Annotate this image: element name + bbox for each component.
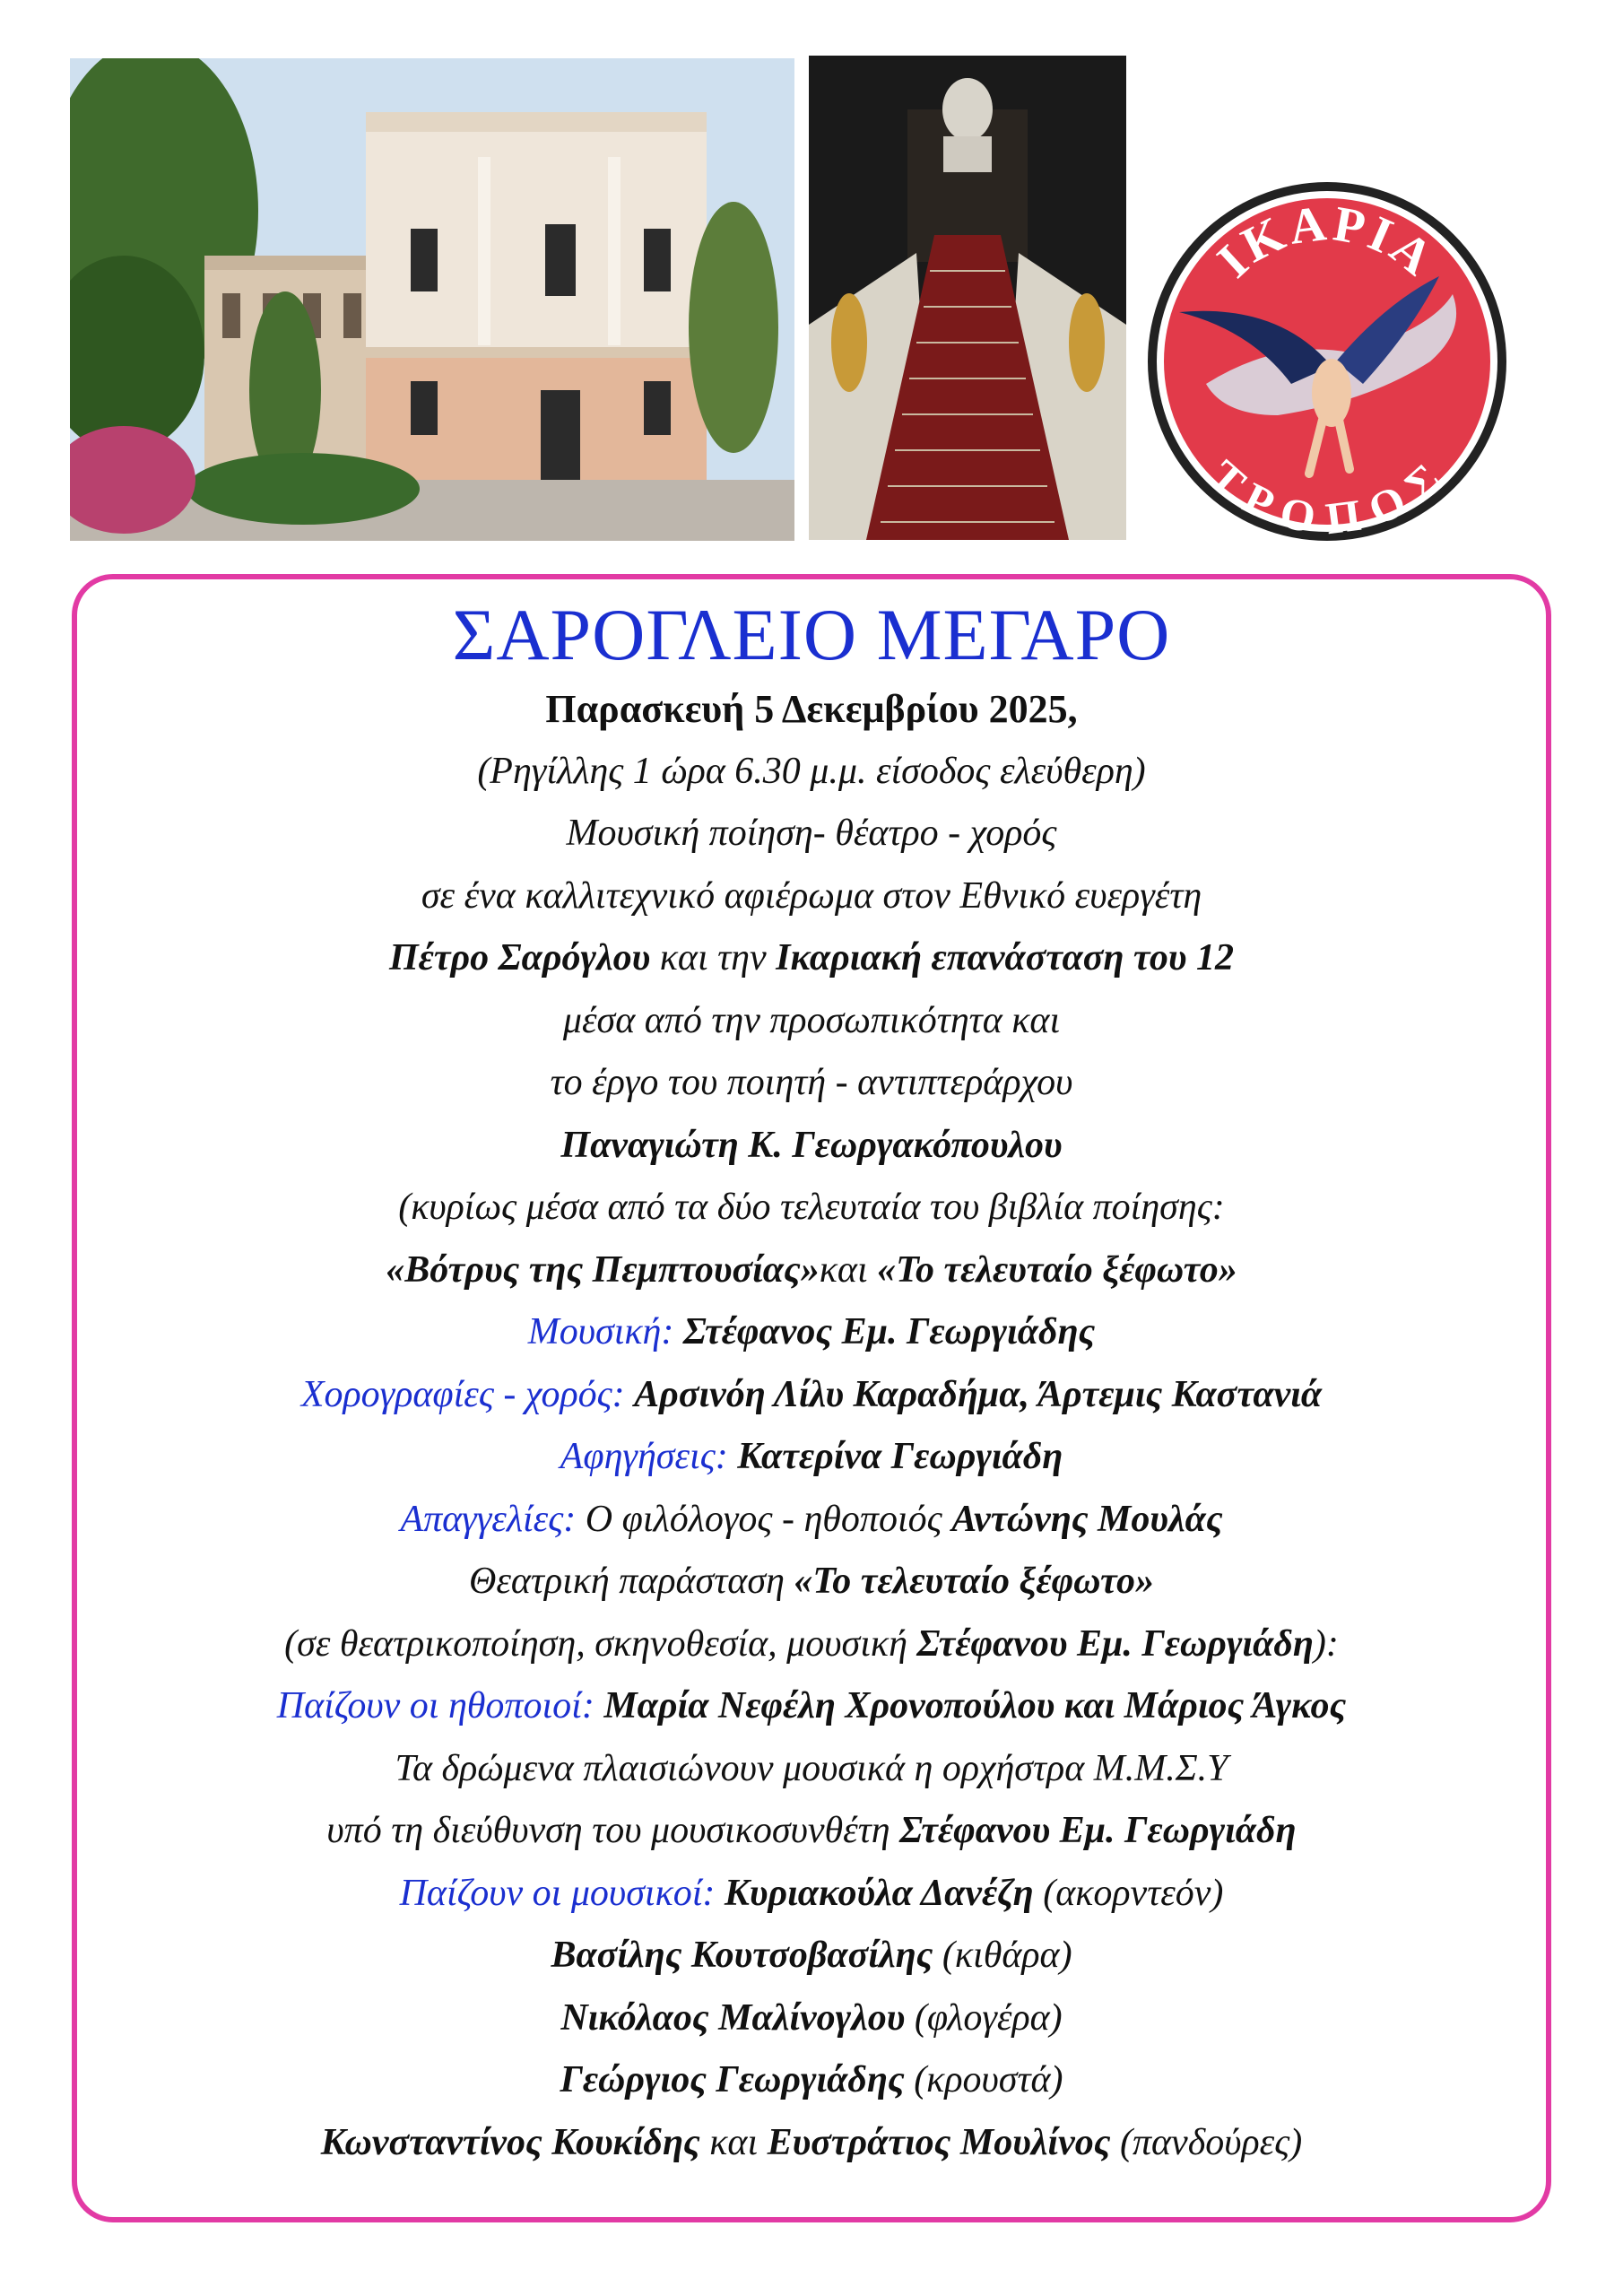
choreo-credit bbox=[77, 1364, 1546, 1427]
choreo-label: Χορογραφίες - χορός: bbox=[300, 1373, 625, 1415]
through-line-1: μέσα από την προσωπικότητα και bbox=[562, 999, 1061, 1041]
musicians-label: Παίζουν οι μουσικοί: bbox=[399, 1872, 716, 1914]
page-title: ΣΑΡΟΓΛΕΙΟ ΜΕΓΑΡΟ bbox=[452, 594, 1171, 675]
music-label: Μουσική: bbox=[527, 1311, 674, 1352]
musician-name: Κωνσταντίνος Κουκίδης bbox=[320, 2121, 700, 2163]
logo-top-text: ΙΚΑΡΙΑ bbox=[1207, 195, 1446, 289]
musician-row bbox=[77, 1925, 1546, 1987]
musician-row bbox=[77, 1987, 1546, 2050]
musician-row bbox=[77, 1863, 1546, 1926]
musician-name: Βασίλης Κουτσοβασίλης bbox=[551, 1935, 933, 1976]
play-title: «Το τελευταίο ξέφωτο» bbox=[794, 1561, 1154, 1602]
through-line-2: το έργο του ποιητή - αντιπτεράρχου bbox=[550, 1062, 1073, 1103]
narration-label: Αφηγήσεις: bbox=[560, 1436, 728, 1477]
narration-name: Κατερίνα Γεωργιάδη bbox=[737, 1436, 1063, 1477]
music-credit bbox=[77, 1301, 1546, 1364]
event-date: Παρασκευή 5 Δεκεμβρίου 2025, bbox=[545, 687, 1078, 731]
actors-names: Μαρία Νεφέλη Χρονοπούλου και Μάριος Άγκος bbox=[603, 1685, 1347, 1726]
connector-text: και την bbox=[650, 937, 777, 978]
logo-bottom-text: ΤΡΟΠΟΣ bbox=[1200, 449, 1455, 544]
musician-row bbox=[77, 2112, 1546, 2175]
saroglou-mansion-photo bbox=[70, 58, 794, 541]
event-dedication: σε ένα καλλιτεχνικό αφιέρωμα στον Εθνικό ευεργέτη bbox=[421, 874, 1202, 917]
orchestra-line-2 bbox=[77, 1800, 1546, 1863]
conductor-name: Στέφανου Εμ. Γεωργιάδη bbox=[899, 1810, 1297, 1851]
honoree-revolution: Ικαριακή επανάσταση του 12 bbox=[776, 937, 1234, 978]
recitation-label: Απαγγελίες: bbox=[400, 1498, 577, 1540]
staging-name: Στέφανου Εμ. Γεωργιάδη bbox=[916, 1622, 1314, 1665]
choreo-names: Αρσινόη Λίλυ Καραδήμα, Άρτεμις Καστανιά bbox=[634, 1373, 1323, 1415]
books-intro: (κυρίως μέσα από τα δύο τελευταία του βιβλία ποίησης: bbox=[398, 1187, 1225, 1228]
musician-instrument: (φλογέρα) bbox=[914, 1996, 1063, 2039]
event-announcement bbox=[77, 592, 1546, 2174]
musician-instrument: (κρουστά) bbox=[914, 2059, 1063, 2100]
narration-credit bbox=[77, 1426, 1546, 1489]
musician-instrument: (πανδούρες) bbox=[1119, 2121, 1303, 2163]
ikaria-tropos-logo bbox=[1143, 178, 1511, 545]
event-details: (Ρηγίλλης 1 ώρα 6.30 μ.μ. είσοδος ελεύθερη) bbox=[477, 750, 1146, 792]
orchestra-line-1: Τα δρώμενα πλαισιώνουν μουσικά η ορχήστρα Μ.Μ.Σ.Υ bbox=[395, 1747, 1228, 1789]
honorees-line bbox=[77, 927, 1546, 990]
play-line bbox=[77, 1551, 1546, 1613]
staging-line bbox=[77, 1613, 1546, 1676]
event-genre: Μουσική ποίηση- θέατρο - χορός bbox=[566, 813, 1057, 854]
grand-staircase-photo bbox=[809, 56, 1126, 540]
orchestra-prefix: υπό τη διεύθυνση του μουσικοσυνθέτη bbox=[326, 1810, 900, 1851]
musician-row bbox=[77, 2049, 1546, 2112]
recitation-name: Αντώνης Μουλάς bbox=[951, 1498, 1223, 1540]
play-prefix: Θεατρική παράσταση bbox=[468, 1561, 794, 1602]
actors-label: Παίζουν οι ηθοποιοί: bbox=[276, 1685, 595, 1726]
musician-name: Γεώργιος Γεωργιάδης bbox=[560, 2059, 905, 2100]
actors-credit bbox=[77, 1675, 1546, 1738]
book-2-title: «Το τελευταίο ξέφωτο» bbox=[877, 1248, 1237, 1291]
poet-name: Παναγιώτη Κ. Γεωργακόπουλου bbox=[560, 1124, 1063, 1166]
connector-text: και bbox=[819, 1248, 878, 1291]
books-line bbox=[77, 1239, 1546, 1302]
honoree-saroglou: Πέτρο Σαρόγλου bbox=[389, 937, 651, 978]
musician-name: Κυριακούλα Δανέζη bbox=[724, 1872, 1034, 1914]
book-1-title: «Βότρυς της Πεμπτουσίας» bbox=[386, 1248, 820, 1291]
recitation-credit bbox=[77, 1489, 1546, 1552]
music-name: Στέφανος Εμ. Γεωργιάδης bbox=[682, 1311, 1096, 1352]
musician-name: Ευστράτιος Μουλίνος bbox=[767, 2121, 1111, 2163]
staging-suffix: ): bbox=[1313, 1622, 1339, 1665]
musician-instrument: (κιθάρα) bbox=[942, 1935, 1072, 1976]
recitation-prefix: Ο φιλόλογος - ηθοποιός bbox=[576, 1498, 952, 1540]
musician-name: Νικόλαος Μαλίνογλου bbox=[560, 1996, 906, 2039]
connector-text: και bbox=[699, 2121, 768, 2163]
musician-instrument: (ακορντεόν) bbox=[1043, 1872, 1224, 1914]
staging-prefix: (σε θεατρικοποίηση, σκηνοθεσία, μουσική bbox=[284, 1622, 917, 1665]
